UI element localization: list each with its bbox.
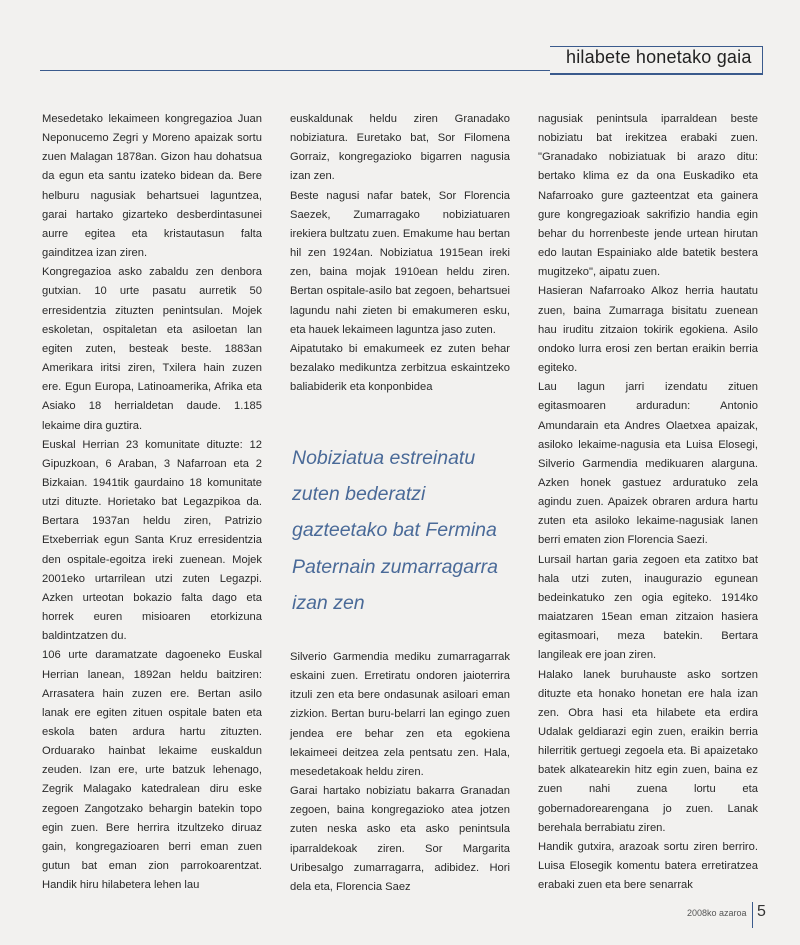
page-number: 5 — [757, 903, 766, 920]
header-rule — [40, 70, 550, 71]
article-column-3 — [538, 110, 758, 895]
paragraph: Garai hartako nobiziatu bakarra Granadan zegoen, baina kongregazioko atea jotzen zuten neska asko eta asko penintsula iparraldekoak ziren. Sor Margarita Uribesalgo zumarragarra, adibidez. Hori dela eta, Florencia Saez — [290, 785, 510, 893]
paragraph: Handik gutxira, arazoak sortu ziren berriro. Luisa Elosegik komentu batera erretiratzea erabaki zuen eta bere senarrak — [538, 840, 758, 892]
article-column-2-top — [290, 110, 510, 397]
paragraph: Silverio Garmendia mediku zumarragarrak eskaini zuen. Erretiratu ondoren jaioterrira itzuli zen eta bere ondasunak asiloari eman zizkion. Bertan buru-belarri lan egingo zuen jendea ere behar zen eta egokiena lekaimeei deitzea zela pentsatu zen. Hala, mesedetakoak heldu ziren. — [290, 651, 510, 778]
pull-quote-line: zuten bederatzi — [292, 483, 426, 506]
pull-quote-line: Paternain zumarragarra — [292, 555, 498, 578]
pull-quote-line: izan zen — [292, 591, 365, 614]
footer-divider — [752, 902, 753, 928]
article-column-2-bottom — [290, 648, 510, 897]
pull-quote-line: gazteetako bat Fermina — [292, 519, 497, 542]
paragraph: Aipatutako bi emakumeek ez zuten behar bezalako medikuntza zerbitzua eskaintzeko baliabiderik eta konponbidea — [290, 342, 510, 394]
paragraph: Halako lanek buruhauste asko sortzen dituzte eta honako honetan ere hala izan zen. Obra hasi eta hilabete eta erdira Udalak geldiarazi egin zuen, eraikin berria hilerritik gertuegi zegoela eta. Bi apaizetako batek alkatearekin hitz egin zuen, baina ez zuen nahi zuena lortu eta gobernadorearengana jo zuen. Lanak berehala berrabiatu ziren. — [538, 668, 758, 834]
paragraph: Beste nagusi nafar batek, Sor Florencia Saezek, Zumarragako nobiziatuaren irekiera bultzatu zuen. Emakume hau bertan hil zen 1924an. Nobiziatua 1915ean ireki zen, baina mojak 1910ean heldu ziren. Bertan ospitale-asilo bat zegoen, behartsuei lagundu nahi zieten bi emakumeren esku, eta hauek lekaimeen laguntza jaso zuten. — [290, 189, 510, 336]
paragraph: Mesedetako lekaimeen kongregazioa Juan Neponucemo Zegri y Moreno apaizak sortu zuen Malagan 1878an. Gizon hau dohatsua da egun eta santu izateko bidean da. Bere helburu nagusiak behartsuei laguntzea, garai hartako gizarteko desberdintasunei aurre egitea eta kristautasun falta gainditzea izan ziren. — [42, 113, 262, 260]
paragraph: nagusiak penintsula iparraldean beste nobiziatu bat irekitzea erabaki zuen. "Granadako nobiziatuak bi arazo ditu: bertako klima ez da ona Euskadiko eta Nafarroako gure gazteentzat eta gainera gure kongregazioak sakrifizio handia egin behar du horrenbeste jende urtean hirutan edo lautan Espainiako alde batetik bestera mugitzeko", aipatu zuen. — [538, 113, 758, 279]
paragraph: 106 urte daramatzate dagoeneko Euskal Herrian lanean, 1892an heldu baitziren: Arrasatera hain zuzen ere. Bertan asilo lanak ere egiten zituen ospitale baten eta eskola baten ardura hartu zituzten. Orduarako hainbat lekaime euskaldun zeuden. Izan ere, urte batzuk lehenago, Zegrik Malagako katedralean diru eske zegoen Zangotzako behargin batekin topo egin zuen. Bere herrira itzultzeko diruaz gain, kongregazioaren berri eman zuen gutun bat eman zion parrokoarentzat. Handik hiru hilabetera lehen lau — [42, 649, 262, 892]
paragraph: Euskal Herrian 23 komunitate dituzte: 12 Gipuzkoan, 6 Araban, 3 Nafarroan eta 2 Bizkaian. 1941tik gaurdaino 18 komunitate utzi dituzte. Horietako bat Legazpikoa da. Bertara 1937an heldu ziren, Patrizio Etxeberriak egun Santa Kruz erresidentzia den ospitale-egoitza ireki zuenean. Mojek 2001eko urtarrilean utzi zuten Legazpi. Azken urteotan bokazio falta dago eta horrek euren misioaren etorkizuna baldintzatzen du. — [42, 438, 262, 643]
pull-quote-line: Nobiziatua estreinatu — [292, 447, 476, 469]
section-title: hilabete honetako gaia — [566, 47, 752, 67]
paragraph: Lau lagun jarri izendatu zituen egitasmoaren arduradun: Antonio Amundarain eta Andres Olaetxea apaizak, asiloko lekaime-nagusia eta Luisa Elosegi, Silverio Garmendia medikuaren alarguna. Azken honek gastuez arduratuko zela agindu zuen. Apaizek obraren ardura hartu zuten eta asiloko lekaime-nagusiak lanen berri ematen zion Florencia Saezi. — [538, 381, 758, 547]
pull-quote — [292, 440, 522, 621]
issue-date: 2008ko azaroa — [687, 908, 747, 918]
paragraph: Lursail hartan garia zegoen eta zatitxo bat hala utzi zuten, inaugurazio egunean bedeinkatuko zen ogia egiteko. 1914ko maiatzaren 15ean eman zitzaion hasiera egitasmoari, meza batekin. Bertara langileak ere joan ziren. — [538, 553, 758, 662]
paragraph: Kongregazioa asko zabaldu zen denbora gutxian. 10 urte pasatu aurretik 50 erresidentzia zituzten penintsulan. Mojek eskoletan, ospitaletan eta asiloetan lan egiten zuten, besteak beste. 1883an Amerikara iritsi ziren, Txilera hain zuzen ere. Egun Europa, Latinoamerika, Afrika eta Asiako 18 herrialdetan daude. 1.185 lekaime dira guztira. — [42, 266, 262, 432]
article-column-1 — [42, 110, 262, 895]
paragraph: Hasieran Nafarroako Alkoz herria hautatu zuen, baina Zumarraga bisitatu zuenean hau iruditu zitzaion tokirik egokiena. Asilo ondoko lurra erosi zen bertan eraikin berria egiteko. — [538, 285, 758, 375]
paragraph: euskaldunak heldu ziren Granadako nobiziatura. Euretako bat, Sor Filomena Gorraiz, kongregazioko bigarren nagusia izan zen. — [290, 113, 510, 183]
